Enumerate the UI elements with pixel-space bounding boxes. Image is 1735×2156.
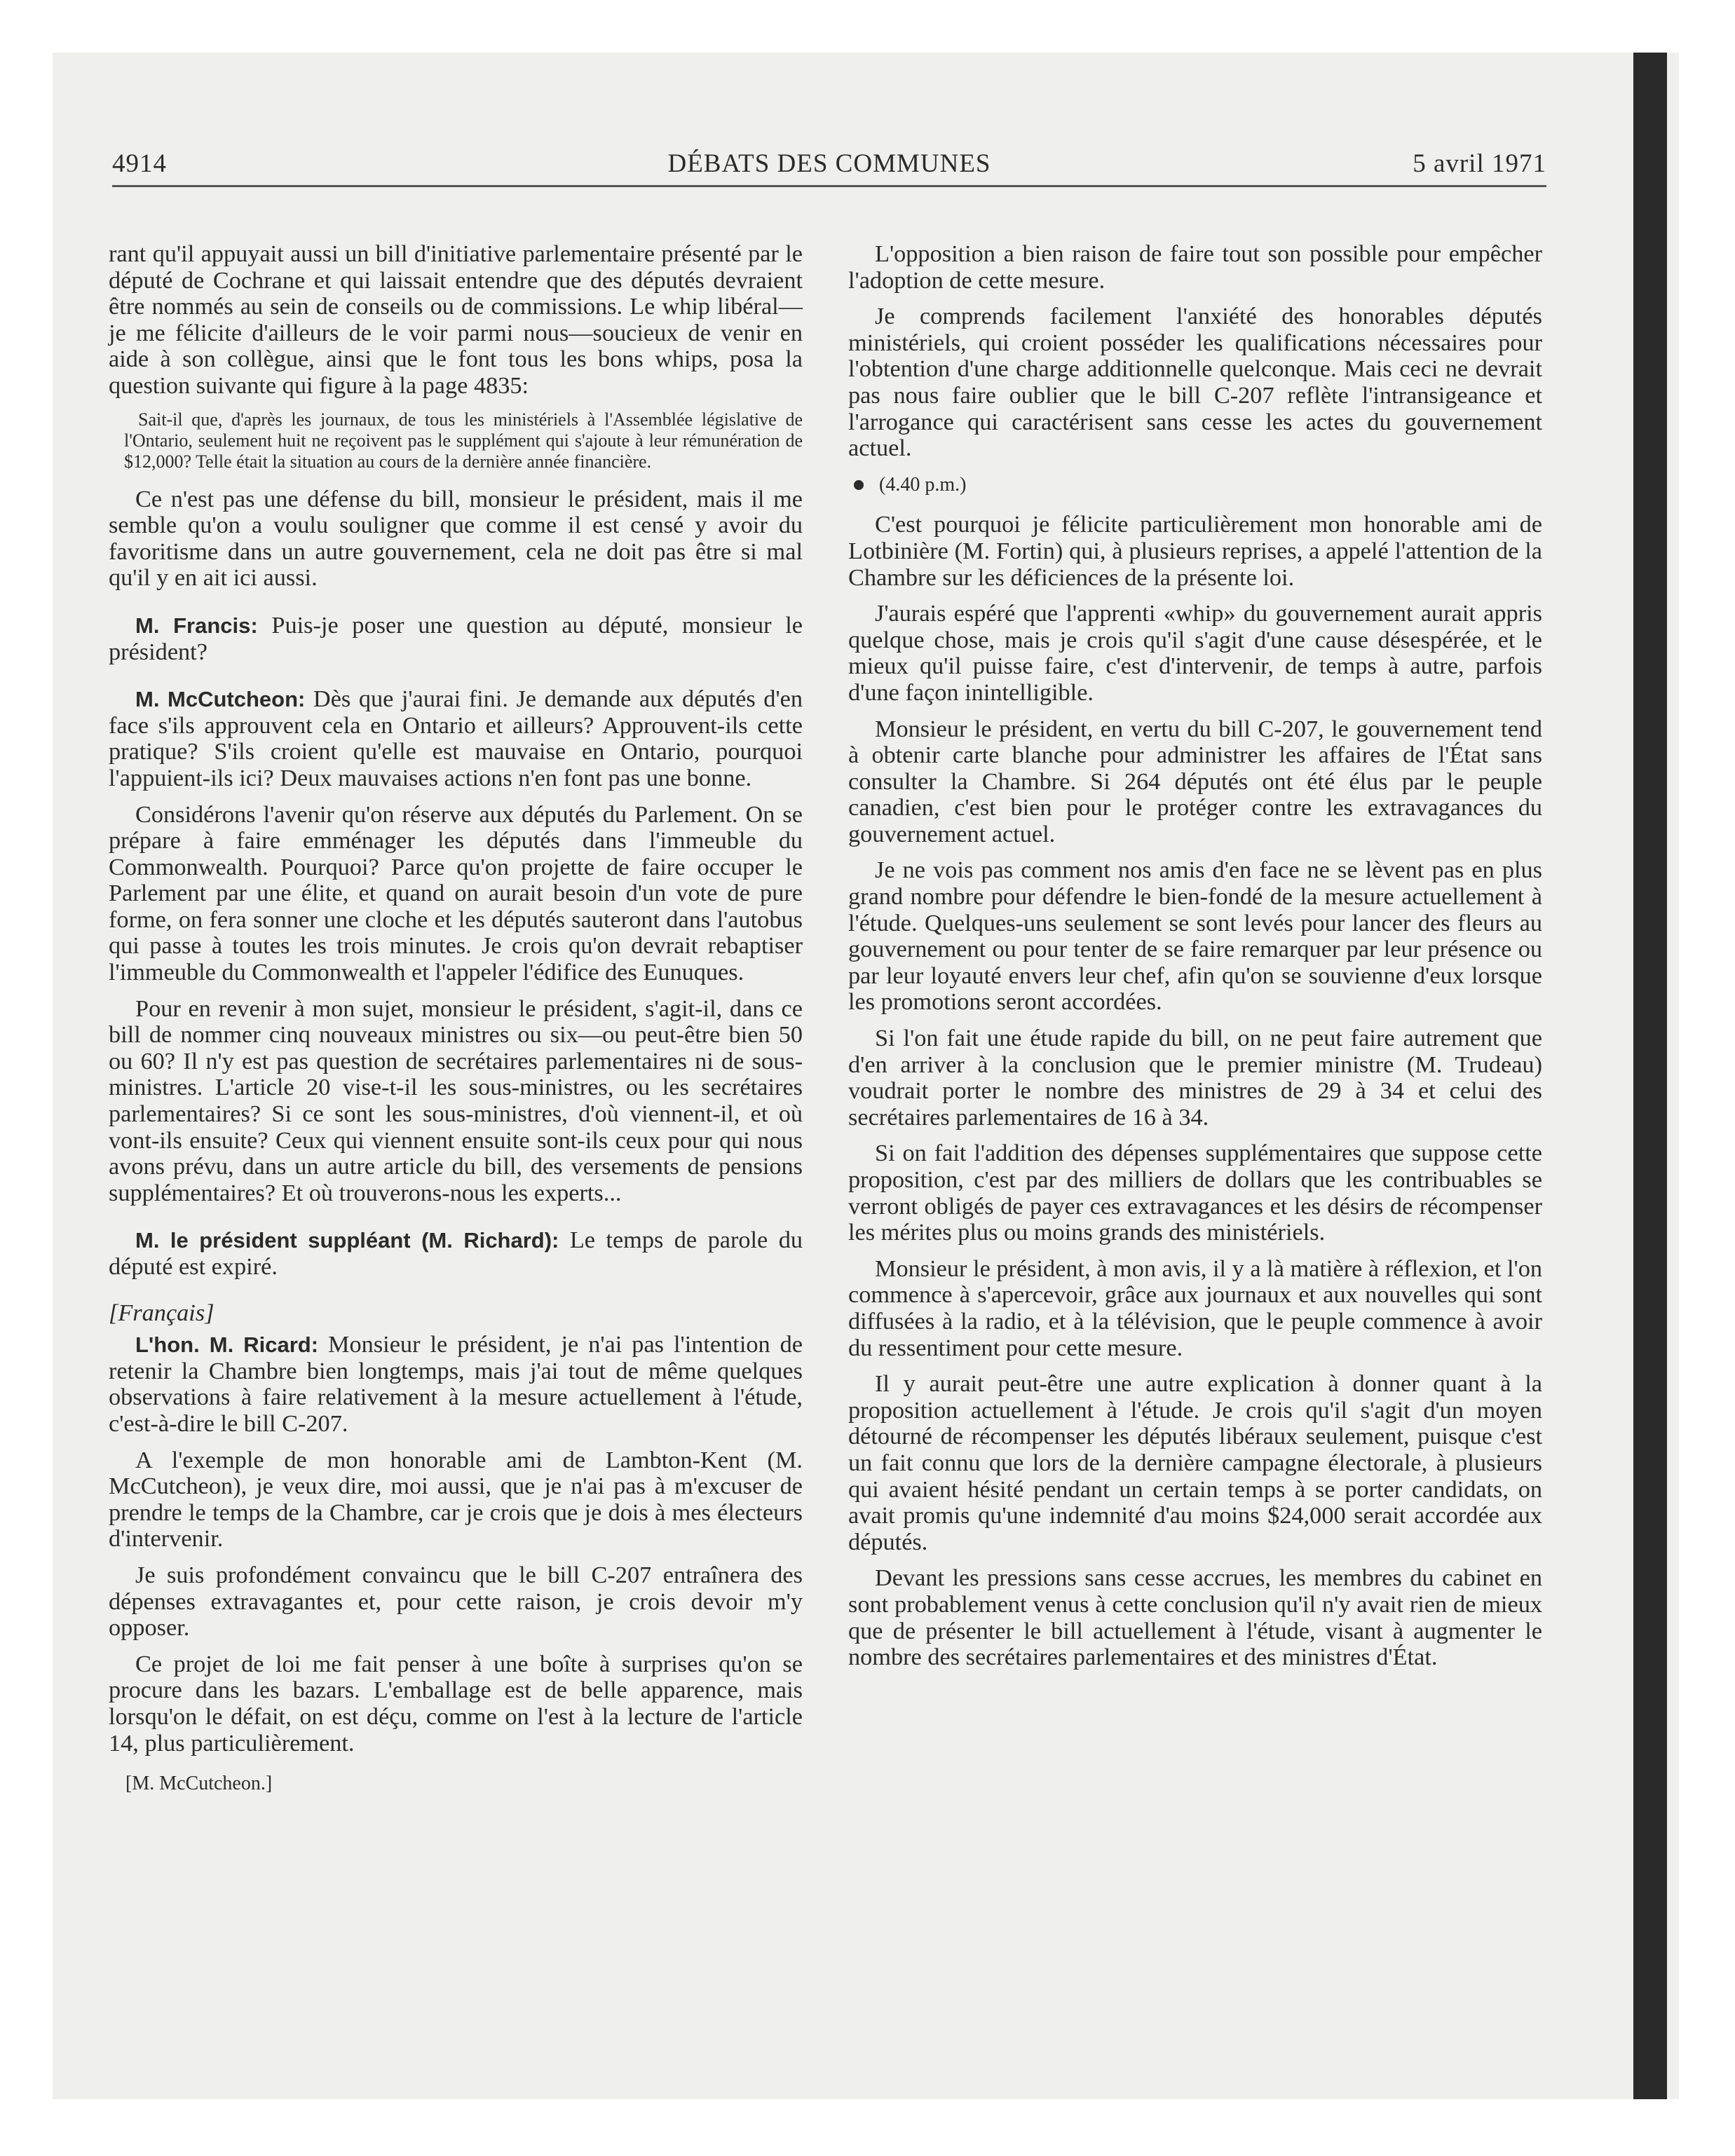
speech-francis — [109, 613, 803, 665]
speaker-name: M. Francis: — [135, 613, 258, 638]
paragraph: Considérons l'avenir qu'on réserve aux députés du Parlement. On se prépare à faire emménager les députés dans l'immeuble du Commonwealth. Pourquoi? Parce qu'on projette de faire occuper le Parlement par une élite, et quand on aurait besoin d'un vote de pure forme, on fera sonner une cloche et les députés sauteront dans l'autobus qui passe à toutes les trois minutes. Je crois qu'on devrait rebaptiser l'immeuble du Commonwealth et l'appeler l'édifice des Eunuques. — [109, 800, 803, 986]
paragraph: C'est pourquoi je félicite particulièrement mon honorable ami de Lotbinière (M. Fortin) qui, à plusieurs reprises, a appelé l'attention de la Chambre sur les déficiences de la présente loi. — [848, 511, 1542, 591]
speaker-name: L'hon. M. Ricard: — [135, 1332, 319, 1358]
speech-text: Monsieur le président, je n'ai pas l'intention de retenir la Chambre bien longtemps, mais j'ai tout de même quelques observations à faire relativement à la mesure actuellement à l'étude, c'est-à-dire le bill C-207. — [109, 1331, 803, 1437]
paragraph: Devant les pressions sans cesse accrues, les membres du cabinet en sont probablement venus à cette conclusion qu'il n'y avait rien de mieux que de présenter le bill actuellement à l'étude, visant à augmenter le nombre des secrétaires parlementaires et des ministres d'État. — [848, 1564, 1542, 1671]
paragraph: Je ne vois pas comment nos amis d'en face ne se lèvent pas en plus grand nombre pour défendre le bien-fondé de la mesure actuellement à l'étude. Quelques-uns seulement se sont levés pour lancer des fleurs au gouvernement ou pour tenter de se faire remarquer par leur présence ou par leur loyauté envers leur chef, afin qu'on se souvienne d'eux lorsque les promotions seront accordées. — [848, 857, 1542, 1016]
block-quote — [109, 409, 803, 472]
scan-edge-bar — [1633, 53, 1667, 2099]
speech-ricard — [109, 1332, 803, 1437]
paragraph: Je comprends facilement l'anxiété des honorables députés ministériels, qui croient posséder les qualifications nécessaires pour l'obtention d'une charge additionnelle quelconque. Mais ceci ne devrait pas nous faire oublier que le bill C-207 reflète l'intransigeance et l'arrogance qui caractérisent sans cesse les actes du gouvernement actuel. — [848, 303, 1542, 462]
page-number: 4914 — [112, 149, 167, 178]
paragraph: J'aurais espéré que l'apprenti «whip» du gouvernement aurait appris quelque chose, mais je crois qu'il s'agit d'une cause désespérée, et le mieux qu'il puisse faire, c'est d'intervenir, de temps à autre, parfois d'une façon inintelligible. — [848, 600, 1542, 706]
speaker-name: M. le président suppléant (M. Richard): — [135, 1228, 559, 1253]
speaker-name: M. McCutcheon: — [135, 687, 306, 712]
time-text: (4.40 p.m.) — [879, 473, 967, 496]
speech-text: Dès que j'aurai fini. Je demande aux députés d'en face s'ils approuvent cela en Ontario et ailleurs? Approuvent-ils cette pratique? S'ils croient qu'elle est mauvaise en Ontario, pourquoi l'appuient-ils ici? Deux mauvaises actions n'en font pas une bonne. — [109, 685, 803, 791]
quote-text: Sait-il que, d'après les journaux, de tous les ministériels à l'Assemblée législative de l'Ontario, seulement huit ne reçoivent pas le supplément qui s'ajoute à leur rémunération de $12,000? Telle était la situation au cours de la dernière année financière. — [124, 409, 803, 472]
page-header — [112, 146, 1546, 187]
continuation-footer: [M. McCutcheon.] — [125, 1773, 273, 1795]
publication-date: 5 avril 1971 — [1413, 149, 1546, 178]
bullet-icon — [854, 480, 864, 490]
paragraph: Je suis profondément convaincu que le bill C-207 entraînera des dépenses extravagantes et, pour cette raison, je crois devoir m'y opposer. — [109, 1561, 803, 1642]
right-column — [848, 241, 1542, 1681]
paragraph: Pour en revenir à mon sujet, monsieur le président, s'agit-il, dans ce bill de nommer cinq nouveaux ministres ou six—ou peut-être bien 50 ou 60? Il n'y est pas question de secrétaires parlementaires ni de sous-ministres. L'article 20 vise-t-il les sous-ministres, ou les secrétaires parlementaires? Si ce sont les sous-ministres, d'où viennent-il, et où vont-ils ensuite? Ceux qui viennent ensuite sont-ils ceux pour qui nous avons prévu, dans un autre article du bill, des versements de pensions supplémentaires? Et où trouverons-nous les experts... — [109, 995, 803, 1206]
speech-text: Le temps de parole du député est expiré. — [109, 1227, 803, 1280]
paragraph: Ce projet de loi me fait penser à une boîte à surprises qu'on se procure dans les bazars. L'emballage est de belle apparence, mais lorsqu'on le défait, on est déçu, comme on l'est à la lecture de l'article 14, plus particulièrement. — [109, 1650, 803, 1756]
publication-title: DÉBATS DES COMMUNES — [667, 149, 991, 178]
speech-text: Puis-je poser une question au député, monsieur le président? — [109, 611, 803, 665]
paragraph: Si on fait l'addition des dépenses supplémentaires que suppose cette proposition, c'est par des milliers de dollars que les contribuables se verront obligés de payer ces extravagances et les désirs de récompenser les mérites plus ou moins grands des ministériels. — [848, 1140, 1542, 1246]
paragraph: Monsieur le président, à mon avis, il y a là matière à réflexion, et l'on commence à s'apercevoir, grâce aux journaux et aux nouvelles qui sont diffusées à la radio, et à la télévision, que le peuple commence à avoir du ressentiment pour cette mesure. — [848, 1255, 1542, 1361]
speech-mccutcheon — [109, 686, 803, 791]
paragraph: A l'exemple de mon honorable ami de Lambton-Kent (M. McCutcheon), je veux dire, moi aussi, que je n'ai pas à m'excuser de prendre le temps de la Chambre, car je crois que je dois à mes électeurs d'intervenir. — [109, 1446, 803, 1553]
time-stamp — [848, 472, 1542, 498]
speech-president — [109, 1227, 803, 1280]
language-marker: [Français] — [109, 1299, 215, 1326]
paragraph: Monsieur le président, en vertu du bill C-207, le gouvernement tend à obtenir carte blanche pour administrer les affaires de l'État sans consulter la Chambre. Si 264 députés ont été élus par le peuple canadien, c'est bien pour le protéger contre les extravagances du gouvernement actuel. — [848, 715, 1542, 847]
paragraph: Si l'on fait une étude rapide du bill, on ne peut faire autrement que d'en arriver à la conclusion que le premier ministre (M. Trudeau) voudrait porter le nombre des ministres de 29 à 34 et celui des secrétaires parlementaires de 16 à 34. — [848, 1025, 1542, 1131]
paragraph: L'opposition a bien raison de faire tout son possible pour empêcher l'adoption de cette mesure. — [848, 240, 1542, 294]
paragraph: Ce n'est pas une défense du bill, monsieur le président, mais il me semble qu'on a voulu souligner que comme il est censé y avoir du favoritisme dans un autre gouvernement, cela ne doit pas être si mal qu'il y en ait ici aussi. — [109, 485, 803, 592]
paragraph: Il y aurait peut-être une autre explication à donner quant à la proposition actuellement à l'étude. Je crois qu'il s'agit d'un moyen détourné de récompenser les députés libéraux seulement, puisque c'est un fait connu que lors de la dernière campagne électorale, à plusieurs qui avaient hésité pendant un certain temps à se porter candidats, on avait promis qu'une indemnité d'au moins $24,000 serait accordée aux députés. — [848, 1370, 1542, 1555]
paragraph: rant qu'il appuyait aussi un bill d'initiative parlementaire présenté par le député de Cochrane et qui laissait entendre que des députés devraient être nommés au sein de conseils ou de commissions. Le whip libéral—je me félicite d'ailleurs de le voir parmi nous—soucieux de venir en aide à son collègue, ainsi que le font tous les bons whips, posa la question suivante qui figure à la page 4835: — [109, 240, 803, 399]
left-column — [109, 241, 803, 1807]
